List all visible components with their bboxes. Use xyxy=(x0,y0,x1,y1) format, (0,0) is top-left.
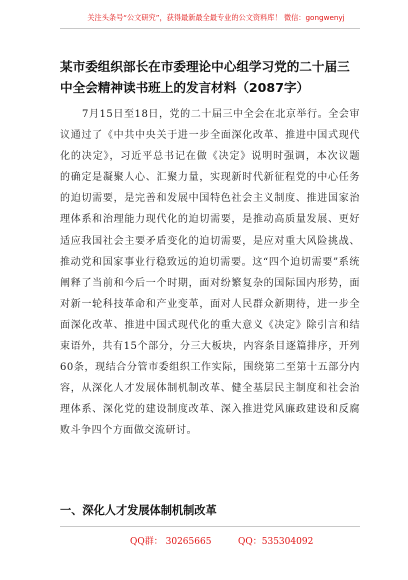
document-body-paragraph xyxy=(60,104,360,442)
footer-qq-number: QQ：535304092 xyxy=(238,537,314,547)
document-title: 某市委组织部长在市委理论中心组学习党的二十届三中全会精神读书班上的发言材料（2087字） xyxy=(60,59,350,95)
document-body-text: 7月15日至18日，党的二十届三中全会在北京举行。全会审议通过了《中共中央关于进一步全面深化改革、推进中国式现代化的决定》，习近平总书记在做《决定》说明时强调，本次议题的确定是凝聚人心、汇聚力量，实现新时代新征程党的中心任务的迫切需要，是完善和发展中国特色社会主义制度、推进国家治理体系和治理能力现代化的迫切需要，是推动高质量发展、更好适应我国社会主要矛盾变化的迫切需要，是应对重大风险挑战、推动党和国家事业行稳致远的迫切需要。这“四个迫切需要”系统阐释了当前和今后一个时期，面对纷繁复杂的国际国内形势，面对新一轮科技革命和产业变革，面对人民群众新期待，进一步全面深化改革、推进中国式现代化的重大意义《决定》除引言和结束语外，共有15个部分，分三大板块，内容条目逐篇排序，开列60条，现结合分管市委组织工作实际，围绕第二至第十五部分内容，从深化人才发展体制机制改革、健全基层民主制度和社会治理体系、深化党的建设制度改革、深入推进党风廉政建设和反腐败斗争四个方面做交流研讨。 xyxy=(60,109,360,437)
header-banner: 关注头条号“公文研究”，获得最新最全最专业的公文资料库！ 微信：gongwenyj xyxy=(87,13,345,22)
footer-qq-group: QQ群： 30265665 xyxy=(130,537,212,547)
footer xyxy=(60,534,360,550)
footer-divider xyxy=(60,526,360,527)
header-divider xyxy=(60,28,360,29)
section-heading: 一、深化人才发展体制机制改革 xyxy=(60,504,217,517)
